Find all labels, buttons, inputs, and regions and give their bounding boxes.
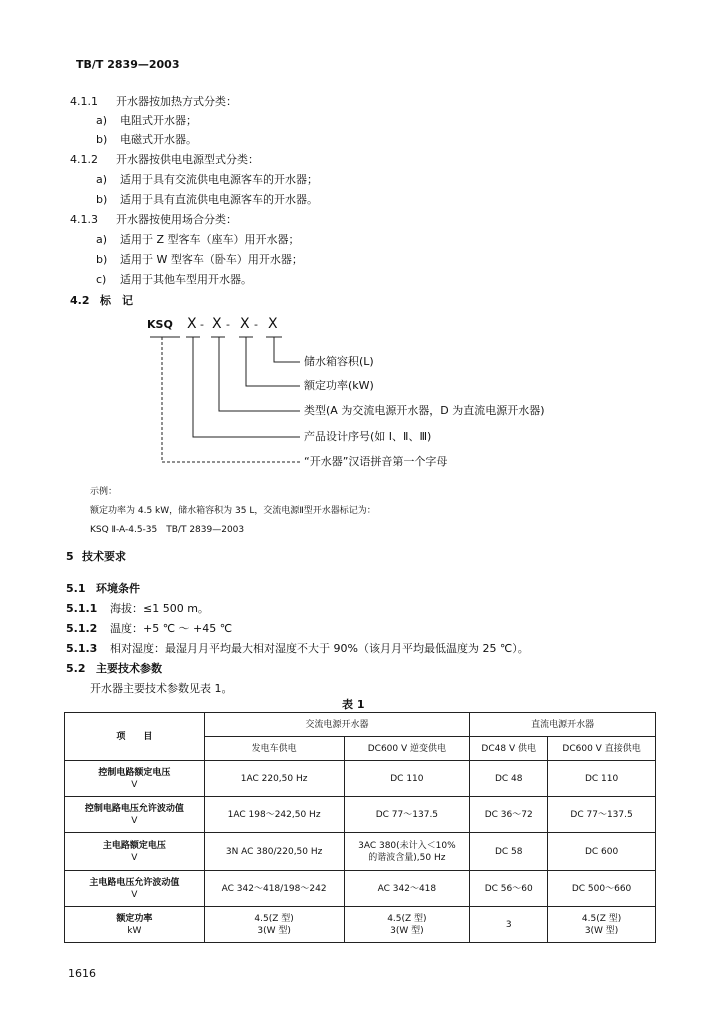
clause-number: 5.1.2 — [66, 622, 98, 635]
example-text: 额定功率为 4.5 kW，储水箱容积为 35 L，交流电源Ⅱ型开水器标记为： — [90, 506, 376, 516]
row-label: 控制电路电压允许波动值 — [84, 803, 184, 814]
table-cell: DC 110 — [548, 761, 656, 797]
table-cell: DC 110 — [344, 761, 470, 797]
table-header-item: 项 目 — [65, 713, 205, 761]
row-unit: V — [131, 779, 138, 790]
table-cell — [344, 833, 470, 871]
cell-line: 4.5(Z 型) — [254, 913, 294, 924]
table-cell: AC 342～418/198～242 — [204, 871, 344, 907]
table-cell: DC 600 — [548, 833, 656, 871]
section-title: 主要技术参数 — [96, 662, 162, 675]
table-cell: DC 77～137.5 — [344, 797, 470, 833]
table-cell: AC 342～418 — [344, 871, 470, 907]
marking-label: “开水器”汉语拼音第一个字母 — [304, 455, 448, 468]
page-number: 1616 — [68, 967, 96, 980]
list-item: 适用于具有直流供电电源客车的开水器。 — [120, 193, 318, 206]
table-cell: 1AC 220,50 Hz — [204, 761, 344, 797]
list-marker: a) — [96, 114, 108, 127]
table-row — [65, 871, 656, 907]
cell-line: 3(W 型) — [257, 925, 291, 936]
list-item: 适用于其他车型用开水器。 — [120, 273, 252, 286]
table-cell — [344, 907, 470, 943]
list-item: 适用于具有交流供电电源客车的开水器； — [120, 173, 318, 186]
table-cell: DC 58 — [470, 833, 548, 871]
clause-text: 开水器按供电电源型式分类： — [116, 153, 259, 166]
marking-dash: - — [226, 318, 230, 331]
list-marker: a) — [96, 173, 108, 186]
marking-dash: - — [200, 318, 204, 331]
table-row — [65, 907, 656, 943]
cell-line: 的谐波含量),50 Hz — [368, 852, 446, 863]
table-cell: DC 56～60 — [470, 871, 548, 907]
section-title: 技术要求 — [82, 550, 126, 563]
list-item: 电磁式开水器。 — [120, 133, 197, 146]
table-header-dc: 直流电源开水器 — [470, 713, 656, 737]
table-cell: 3N AC 380/220,50 Hz — [204, 833, 344, 871]
list-marker: b) — [96, 133, 108, 146]
clause-text: 开水器按加热方式分类： — [116, 95, 237, 108]
section-title: 标 记 — [100, 294, 133, 307]
cell-line: 3(W 型) — [390, 925, 424, 936]
marking-label: 类型(A 为交流电源开水器，D 为直流电源开水器) — [304, 404, 545, 417]
table-cell — [548, 907, 656, 943]
spec-table — [64, 712, 656, 943]
table-cell — [204, 907, 344, 943]
row-label: 控制电路额定电压 — [98, 767, 171, 778]
clause-number: 4.1.1 — [70, 95, 98, 108]
table-subheader: DC600 V 逆变供电 — [344, 737, 470, 761]
page-header: TB/T 2839—2003 — [76, 58, 180, 71]
list-marker: a) — [96, 233, 108, 246]
section-number: 5.1 — [66, 582, 86, 595]
table-cell: DC 36～72 — [470, 797, 548, 833]
marking-x: X — [240, 316, 250, 332]
example-label: 示例： — [90, 487, 118, 497]
marking-x: X — [187, 316, 197, 332]
cell-line: 4.5(Z 型) — [387, 913, 427, 924]
list-item: 电阻式开水器； — [120, 114, 197, 127]
table-subheader: 发电车供电 — [204, 737, 344, 761]
list-marker: c) — [96, 273, 107, 286]
marking-label: 额定功率(kW) — [304, 379, 374, 392]
clause-text: 开水器按使用场合分类： — [116, 213, 237, 226]
table-cell: DC 500～660 — [548, 871, 656, 907]
clause-number: 4.1.3 — [70, 213, 98, 226]
table-cell: DC 77～137.5 — [548, 797, 656, 833]
row-unit: V — [131, 815, 138, 826]
marking-x: X — [212, 316, 222, 332]
list-marker: b) — [96, 253, 108, 266]
table-subheader: DC600 V 直接供电 — [548, 737, 656, 761]
section-number: 5 — [66, 550, 74, 563]
table-row — [65, 761, 656, 797]
clause-text: 温度：+5 ℃ ～ +45 ℃ — [110, 622, 233, 635]
marking-code: KSQ — [147, 318, 173, 331]
table-cell: 1AC 198～242,50 Hz — [204, 797, 344, 833]
marking-label: 产品设计序号(如 Ⅰ、Ⅱ、Ⅲ) — [304, 430, 432, 443]
cell-line: 4.5(Z 型) — [581, 913, 622, 924]
table-row — [65, 833, 656, 871]
clause-number: 5.1.1 — [66, 602, 98, 615]
row-unit: kW — [127, 925, 142, 936]
row-label: 主电路电压允许波动值 — [89, 877, 180, 888]
intro-text: 开水器主要技术参数见表 1。 — [90, 682, 233, 695]
marking-x: X — [268, 316, 278, 332]
cell-line: 3(W 型) — [584, 925, 619, 936]
clause-number: 5.1.3 — [66, 642, 98, 655]
table-caption: 表 1 — [342, 698, 365, 711]
list-item: 适用于 Z 型客车（座车）用开水器； — [120, 233, 300, 246]
marking-dash: - — [254, 318, 258, 331]
table-row — [65, 797, 656, 833]
section-number: 4.2 — [70, 294, 90, 307]
example-code: KSQ Ⅱ-A-4.5-35 TB/T 2839—2003 — [90, 525, 245, 535]
marking-label: 储水箱容积(L) — [304, 355, 374, 368]
row-label: 额定功率 — [116, 913, 153, 924]
table-header-ac: 交流电源开水器 — [204, 713, 470, 737]
section-title: 环境条件 — [96, 582, 140, 595]
table-cell: DC 48 — [470, 761, 548, 797]
row-label: 主电路额定电压 — [102, 840, 166, 851]
list-marker: b) — [96, 193, 108, 206]
list-item: 适用于 W 型客车（卧车）用开水器； — [120, 253, 303, 266]
clause-text: 相对湿度：最湿月月平均最大相对湿度不大于 90%（该月月平均最低温度为 25 ℃）。 — [110, 642, 529, 655]
table-subheader: DC48 V 供电 — [470, 737, 548, 761]
clause-text: 海拔：≤1 500 m。 — [110, 602, 209, 615]
row-unit: V — [131, 889, 138, 900]
cell-line: 3AC 380(未计入＜10% — [358, 840, 456, 851]
section-number: 5.2 — [66, 662, 86, 675]
row-unit: V — [131, 852, 138, 863]
clause-number: 4.1.2 — [70, 153, 98, 166]
table-cell: 3 — [470, 907, 548, 943]
